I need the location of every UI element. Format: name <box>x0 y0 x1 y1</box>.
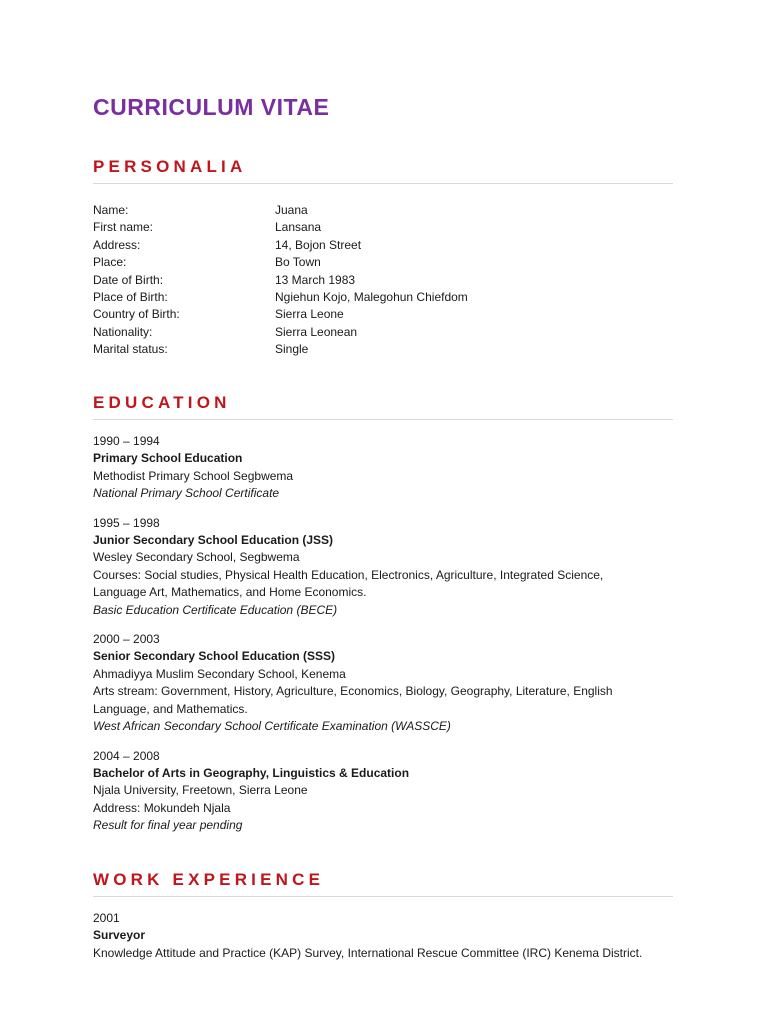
work-experience-section <box>93 869 673 974</box>
personal-field-marital-status <box>93 341 673 358</box>
personal-field-name <box>93 202 673 219</box>
personalia-section <box>93 156 673 359</box>
personal-field-place-of-birth <box>93 289 673 306</box>
field-value: Lansana <box>275 220 322 235</box>
section-divider <box>93 183 673 184</box>
personal-field-address <box>93 237 673 254</box>
personal-field-first-name <box>93 219 673 236</box>
entry-title: Bachelor of Arts in Geography, Linguistics & Education <box>93 765 410 780</box>
personal-field-date-of-birth <box>93 272 673 289</box>
work-entry <box>93 910 673 962</box>
entry-details: Address: Mokundeh Njala <box>93 800 231 815</box>
entry-period: 1990 – 1994 <box>93 434 160 448</box>
field-value: 13 March 1983 <box>275 272 356 287</box>
entry-period: 2004 – 2008 <box>93 748 160 763</box>
field-label: Place of Birth: <box>93 290 168 305</box>
field-label: Address: <box>93 237 141 252</box>
entry-certificate: Result for final year pending <box>93 818 243 833</box>
field-value: Sierra Leone <box>275 307 344 322</box>
work-experience-heading: WORK EXPERIENCE <box>93 870 325 889</box>
field-label: First name: <box>93 220 154 235</box>
education-entry <box>93 515 673 619</box>
field-value: Ngiehun Kojo, Malegohun Chiefdom <box>275 290 468 305</box>
entry-title: Senior Secondary School Education (SSS) <box>93 649 336 664</box>
entry-certificate: West African Secondary School Certificate Examination (WASSCE) <box>93 719 451 734</box>
field-label: Marital status: <box>93 342 168 357</box>
field-value: Juana <box>275 203 308 217</box>
field-label: Name: <box>93 203 129 217</box>
personal-field-country-of-birth <box>93 306 673 323</box>
entry-title: Junior Secondary School Education (JSS) <box>93 533 334 548</box>
field-label: Date of Birth: <box>93 272 164 287</box>
section-divider <box>93 896 673 897</box>
education-heading: EDUCATION <box>93 393 231 412</box>
personal-field-nationality <box>93 324 673 341</box>
entry-school: Methodist Primary School Segbwema <box>93 468 294 483</box>
work-experience-list <box>93 910 673 962</box>
entry-period: 1995 – 1998 <box>93 515 160 530</box>
education-entry <box>93 433 673 503</box>
entry-details: Arts stream: Government, History, Agriculture, Economics, Biology, Geography, Literature, English Language, and Mathematics. <box>93 684 613 716</box>
entry-title: Primary School Education <box>93 451 243 466</box>
document-title: CURRICULUM VITAE <box>93 94 330 120</box>
field-value: Sierra Leonean <box>275 324 358 339</box>
personal-field-place <box>93 254 673 271</box>
entry-school: Ahmadiyya Muslim Secondary School, Kenema <box>93 666 346 681</box>
entry-school: Njala University, Freetown, Sierra Leone <box>93 783 308 798</box>
entry-details: Knowledge Attitude and Practice (KAP) Survey, International Rescue Committee (IRC) Kenema District. <box>93 945 643 960</box>
personalia-list <box>93 202 673 359</box>
entry-certificate: Basic Education Certificate Education (BECE) <box>93 602 338 617</box>
field-label: Country of Birth: <box>93 307 180 322</box>
entry-certificate: National Primary School Certificate <box>93 486 280 501</box>
entry-details: Courses: Social studies, Physical Health Education, Electronics, Agriculture, Integrated Science, Language Art, Mathematics, and Home Economics. <box>93 567 604 600</box>
field-label: Place: <box>93 255 127 270</box>
entry-period: 2000 – 2003 <box>93 632 160 647</box>
entry-school: Wesley Secondary School, Segbwema <box>93 550 300 565</box>
section-divider <box>93 419 673 420</box>
education-entry <box>93 631 673 735</box>
education-section <box>93 392 673 847</box>
entry-period: 2001 <box>93 911 120 925</box>
field-value: Single <box>275 342 309 357</box>
field-value: 14, Bojon Street <box>275 237 362 252</box>
entry-title: Surveyor <box>93 928 146 943</box>
field-value: Bo Town <box>275 255 321 270</box>
personalia-heading: PERSONALIA <box>93 157 247 176</box>
education-list <box>93 433 673 835</box>
field-label: Nationality: <box>93 324 153 339</box>
education-entry <box>93 748 673 835</box>
